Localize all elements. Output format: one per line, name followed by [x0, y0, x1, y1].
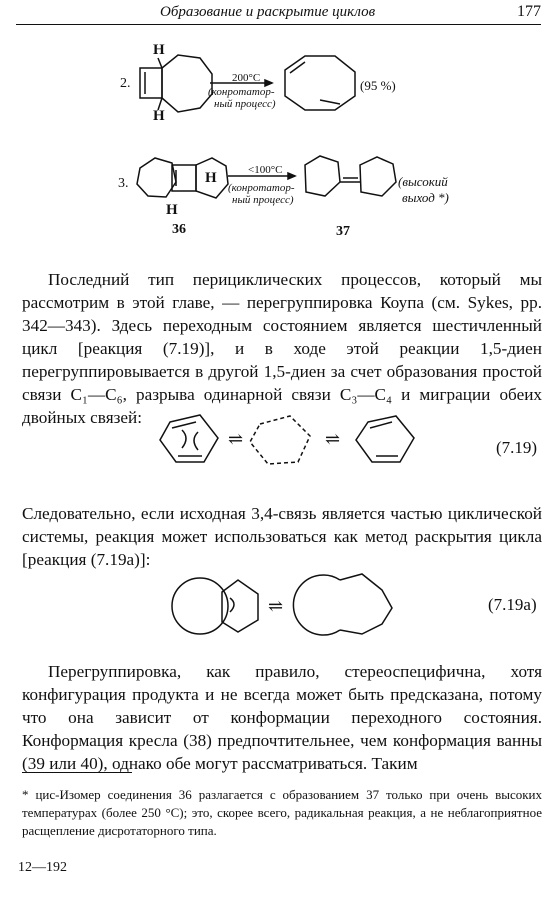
- footnote-rule: [22, 772, 132, 773]
- reaction-2-reactant: [140, 55, 212, 112]
- compound-36-label: 36: [172, 222, 186, 237]
- reaction-3-arrowhead: [288, 173, 295, 179]
- reaction-2-product: [285, 56, 355, 110]
- reaction-3-product-37: [305, 156, 396, 196]
- paragraph-1: Последний тип перициклических процессов, который мы рассмотрим в этой главе, — перегруппировка Коупа (см. Sykes, pp. 342—343). Здесь переходным состоянием является шестичленный цикл [реакция (7.19)], и в ходе этой реакции 1,5-диен перегруппировывается в другой 1,5-диен за счет образования простой связи C₁—C₆, разрыва одинарной связи C₃—C₄ и миграции обеих двойных связей:: [22, 270, 542, 427]
- reaction-3-condition: <100°C: [248, 164, 283, 176]
- running-title: Образование и раскрытие циклов: [160, 4, 376, 20]
- compound-37-label: 37: [336, 224, 350, 239]
- eq-7-19a-number: (7.19а): [488, 595, 537, 614]
- ring-opening-start: [172, 578, 258, 634]
- page-number: 177: [517, 3, 541, 20]
- footnote: * цис-Изомер соединения 36 разлагается с образованием 37 только при очень высоких температурах (более 250 °C); это, скорее всего, радикальная реакция, а не неблагоприятное расщепление дисротаторного типа.: [22, 787, 542, 838]
- reaction-2-process-1: (конротатор-: [208, 86, 275, 98]
- svg-text:⇌: ⇌: [228, 429, 244, 449]
- reaction-2-yield: (95 %): [360, 78, 396, 93]
- reaction-3-process-2: ный процесс): [232, 194, 294, 206]
- svg-text:⇌: ⇌: [268, 596, 284, 616]
- h-bottom-label: H: [153, 108, 165, 124]
- reaction-2-number: 2.: [120, 76, 131, 91]
- eq-7-19-number: (7.19): [496, 438, 538, 457]
- signature-mark: 12—192: [18, 860, 67, 875]
- ring-opening-product: [293, 574, 392, 635]
- reaction-3-process-1: (конротатор-: [228, 182, 295, 194]
- h-right-label: H: [205, 170, 217, 186]
- h-top-label: H: [153, 42, 165, 58]
- reaction-3-yield-2: выход *): [402, 190, 449, 205]
- reaction-2-process-2: ный процесс): [214, 98, 276, 110]
- reaction-2-condition: 200°C: [232, 72, 261, 84]
- paragraph-2: Следовательно, если исходная 3,4-связь является частью циклической системы, реакция может использоваться как метод раскрытия цикла [реакция (7.19а)]:: [22, 504, 542, 569]
- h-lower-label: H: [166, 202, 178, 218]
- svg-text:⇌: ⇌: [325, 429, 341, 449]
- reaction-3-number: 3.: [118, 176, 129, 191]
- reaction-3-yield-1: (высокий: [398, 174, 448, 189]
- paragraph-3: Перегруппировка, как правило, стереоспецифична, хотя конфигурация продукта и не всегда может быть предсказана, потому что она зависит от конформации переходного состояния. Конформация кресла (38) предпочтительнее, чем конформация ванны (39 или 40), однако обе могут рассматриваться. Таким: [22, 662, 542, 773]
